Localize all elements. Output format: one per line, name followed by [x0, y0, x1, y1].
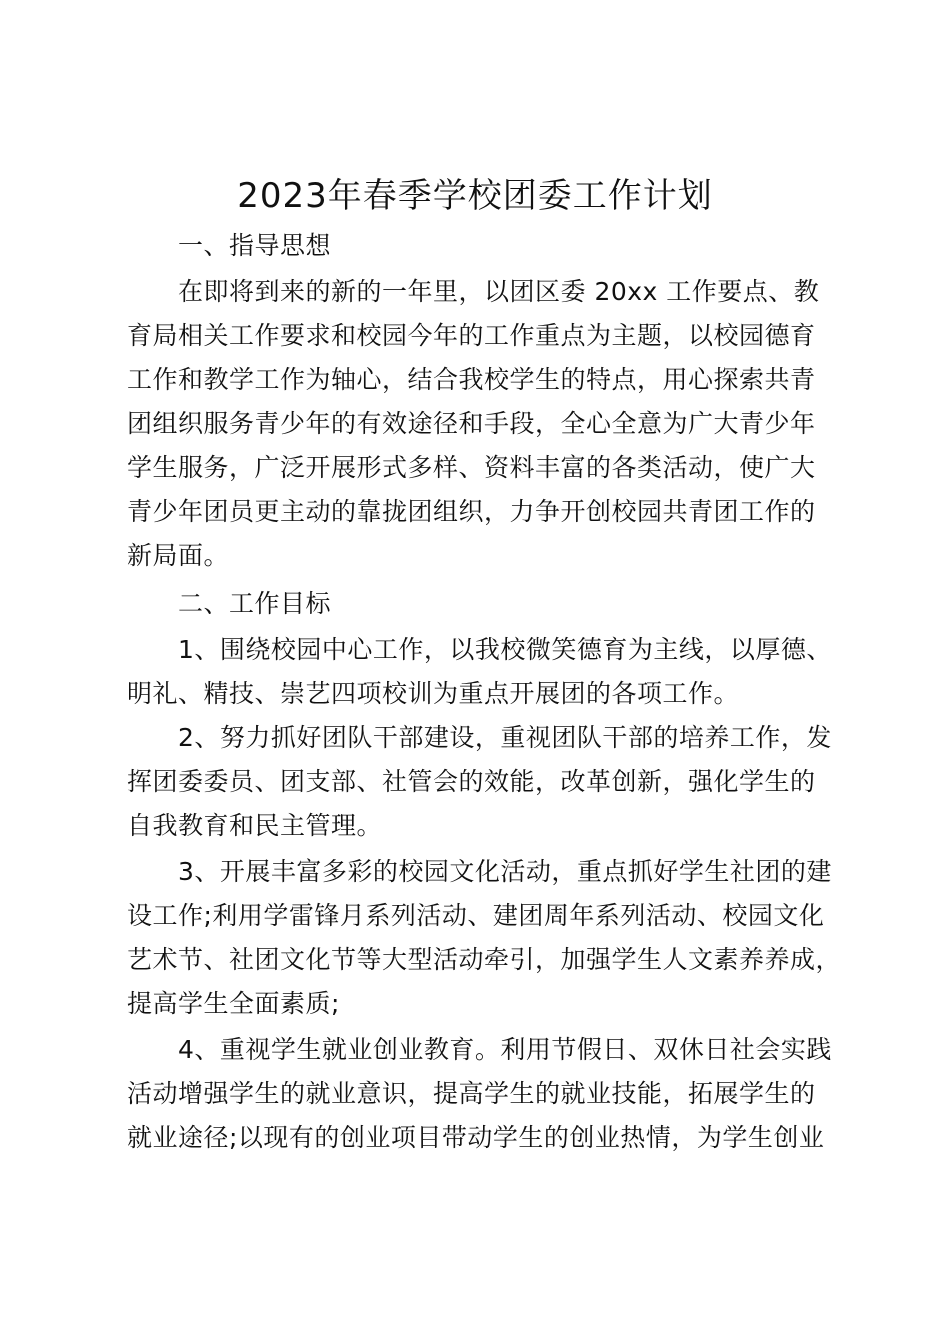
paragraph-line: 1、围绕校园中心工作，以我校微笑德育为主线，以厚德、	[178, 635, 832, 664]
paragraph-line: 团组织服务青少年的有效途径和手段，全心全意为广大青少年	[127, 409, 816, 438]
section-heading-work-goals: 二、工作目标	[178, 589, 332, 618]
paragraph-line: 明礼、精技、崇艺四项校训为重点开展团的各项工作。	[127, 679, 740, 708]
paragraph-line: 学生服务，广泛开展形式多样、资料丰富的各类活动，使广大	[127, 453, 816, 482]
paragraph-line: 工作和教学工作为轴心，结合我校学生的特点，用心探索共青	[127, 365, 816, 394]
paragraph-line: 艺术节、社团文化节等大型活动牵引，加强学生人文素养养成，	[127, 945, 842, 974]
paragraph-line: 育局相关工作要求和校园今年的工作重点为主题，以校园德育	[127, 321, 816, 350]
paragraph-line: 4、重视学生就业创业教育。利用节假日、双休日社会实践	[178, 1035, 832, 1064]
paragraph-line: 活动增强学生的就业意识，提高学生的就业技能，拓展学生的	[127, 1079, 816, 1108]
paragraph-line: 就业途径;以现有的创业项目带动学生的创业热情，为学生创业	[127, 1123, 825, 1152]
paragraph-line: 提高学生全面素质;	[127, 989, 340, 1018]
paragraph-line: 青少年团员更主动的靠拢团组织，力争开创校园共青团工作的	[127, 497, 816, 526]
paragraph-line: 自我教育和民主管理。	[127, 811, 383, 840]
document-title: 2023年春季学校团委工作计划	[237, 176, 713, 216]
paragraph-line: 挥团委委员、团支部、社管会的效能，改革创新，强化学生的	[127, 767, 816, 796]
paragraph-line: 设工作;利用学雷锋月系列活动、建团周年系列活动、校园文化	[127, 901, 825, 930]
paragraph-line: 2、努力抓好团队干部建设，重视团队干部的培养工作，发	[178, 723, 832, 752]
paragraph-line: 新局面。	[127, 541, 230, 570]
paragraph-line: 3、开展丰富多彩的校园文化活动，重点抓好学生社团的建	[178, 857, 832, 886]
section-heading-guiding-ideology: 一、指导思想	[178, 231, 332, 260]
paragraph-line: 在即将到来的新的一年里，以团区委 20xx 工作要点、教	[178, 277, 820, 306]
